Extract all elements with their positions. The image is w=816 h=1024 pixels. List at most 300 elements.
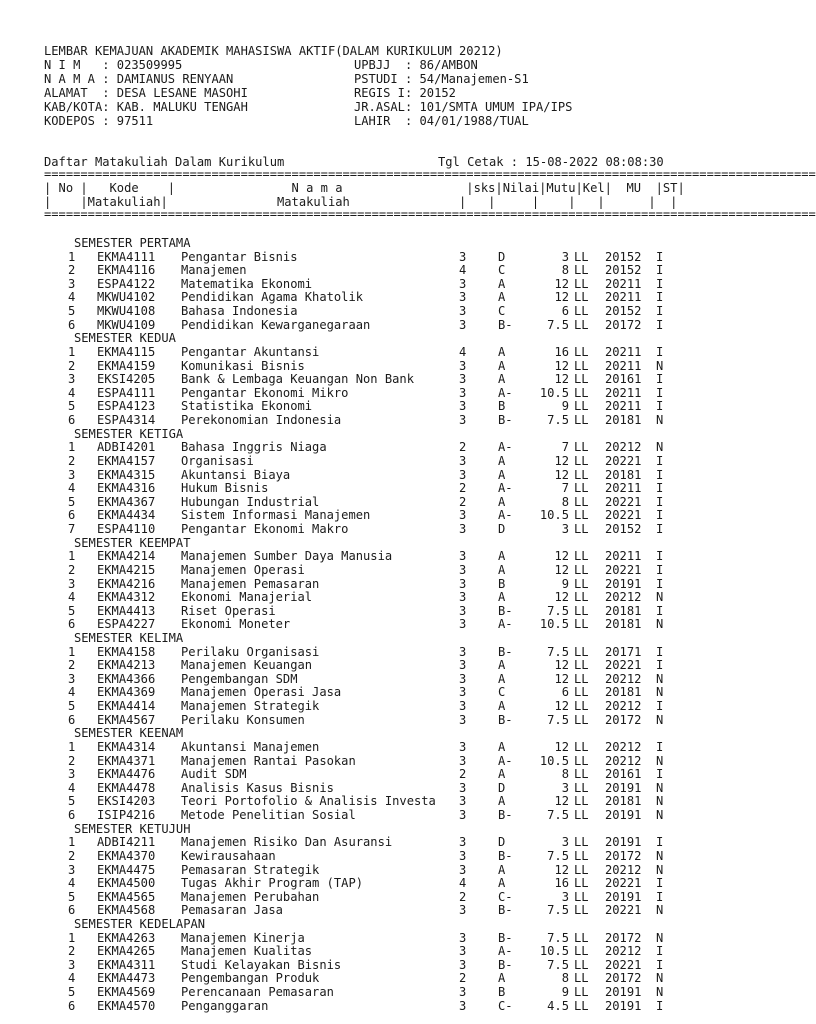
course-code: ESPA4123 (97, 399, 156, 414)
course-name: Manajemen Operasi (181, 562, 305, 577)
semester-heading: SEMESTER KELIMA (74, 630, 184, 645)
row-number: 1 (68, 739, 76, 754)
status: I (656, 603, 664, 618)
status: I (656, 944, 664, 959)
group: LL (574, 876, 589, 891)
semester-heading: SEMESTER KETIGA (74, 426, 184, 441)
quality-points: 3 (561, 835, 569, 850)
term: 20211 (605, 385, 642, 400)
row-number: 3 (68, 957, 76, 972)
term: 20212 (605, 753, 642, 768)
quality-points: 7.5 (547, 903, 569, 918)
term: 20212 (605, 944, 642, 959)
group: LL (574, 889, 589, 904)
status: I (656, 576, 664, 591)
grade: A (498, 358, 506, 373)
term: 20172 (605, 971, 642, 986)
course-name: Manajemen Strategik (181, 699, 320, 714)
row-number: 2 (68, 848, 76, 863)
status: N (656, 862, 664, 877)
group: LL (574, 903, 589, 918)
status: N (656, 971, 664, 986)
course-code: EKMA4214 (97, 549, 156, 564)
term: 20161 (605, 767, 642, 782)
credits: 4 (459, 344, 467, 359)
status: I (656, 249, 664, 264)
course-code: EKMA4316 (97, 481, 156, 496)
quality-points: 16 (554, 876, 569, 891)
row-number: 5 (68, 889, 76, 904)
upbjj-field: UPBJJ : 86/AMBON (354, 58, 478, 72)
row-number: 5 (68, 794, 76, 809)
row-number: 4 (68, 876, 76, 891)
course-code: EKMA4312 (97, 590, 156, 605)
course-name: Pendidikan Agama Khatolik (181, 290, 364, 305)
course-code: EKMA4116 (97, 263, 156, 278)
group: LL (574, 971, 589, 986)
grade: A (498, 344, 506, 359)
credits: 3 (459, 739, 467, 754)
row-number: 2 (68, 658, 76, 673)
quality-points: 7.5 (547, 712, 569, 727)
grade: D (498, 522, 506, 537)
row-number: 5 (68, 304, 76, 319)
grade: A (498, 862, 506, 877)
course-name: Pengantar Ekonomi Makro (181, 522, 349, 537)
group: LL (574, 249, 589, 264)
header-rule-top: ========================================================================================================== (44, 167, 816, 181)
status: I (656, 372, 664, 387)
group: LL (574, 290, 589, 305)
group: LL (574, 494, 589, 509)
quality-points: 8 (561, 494, 569, 509)
row-number: 2 (68, 944, 76, 959)
quality-points: 3 (561, 249, 569, 264)
term: 20172 (605, 848, 642, 863)
group: LL (574, 998, 589, 1013)
course-name: Pengembangan SDM (181, 671, 298, 686)
quality-points: 7.5 (547, 808, 569, 823)
quality-points: 12 (554, 453, 569, 468)
credits: 3 (459, 658, 467, 673)
term: 20212 (605, 440, 642, 455)
course-name: Pemasaran Jasa (181, 903, 283, 918)
district-field: KAB/KOTA: KAB. MALUKU TENGAH (44, 100, 248, 114)
course-name: Statistika Ekonomi (181, 399, 313, 414)
term: 20211 (605, 358, 642, 373)
credits: 3 (459, 522, 467, 537)
group: LL (574, 794, 589, 809)
status: N (656, 903, 664, 918)
grade: A (498, 876, 506, 891)
quality-points: 12 (554, 372, 569, 387)
course-name: Perilaku Organisasi (181, 644, 320, 659)
row-number: 6 (68, 617, 76, 632)
grade: A (498, 671, 506, 686)
credits: 3 (459, 780, 467, 795)
credits: 3 (459, 453, 467, 468)
course-code: EKMA4366 (97, 671, 156, 686)
status: I (656, 508, 664, 523)
name-field: N A M A : DAMIANUS RENYAAN (44, 72, 234, 86)
credits: 3 (459, 835, 467, 850)
credits: 3 (459, 808, 467, 823)
row-number: 1 (68, 644, 76, 659)
course-name: Pengantar Bisnis (181, 249, 298, 264)
quality-points: 6 (561, 304, 569, 319)
group: LL (574, 304, 589, 319)
row-number: 3 (68, 576, 76, 591)
semester-heading: SEMESTER KEEMPAT (74, 535, 191, 550)
table-header-line-1: | No | Kode | N a m a |sks|Nilai|Mutu|Kel| MU |ST| (44, 181, 685, 195)
quality-points: 12 (554, 739, 569, 754)
row-number: 3 (68, 372, 76, 387)
group: LL (574, 372, 589, 387)
credits: 3 (459, 998, 467, 1013)
term: 20152 (605, 249, 642, 264)
group: LL (574, 712, 589, 727)
quality-points: 7.5 (547, 317, 569, 332)
grade: B (498, 576, 506, 591)
term: 20211 (605, 481, 642, 496)
row-number: 5 (68, 399, 76, 414)
course-name: Manajemen Rantai Pasokan (181, 753, 356, 768)
course-name: Sistem Informasi Manajemen (181, 508, 371, 523)
row-number: 2 (68, 453, 76, 468)
term: 20221 (605, 562, 642, 577)
grade: A (498, 494, 506, 509)
credits: 3 (459, 372, 467, 387)
row-number: 4 (68, 780, 76, 795)
term: 20211 (605, 290, 642, 305)
grade: A (498, 739, 506, 754)
course-name: Metode Penelitian Sosial (181, 808, 356, 823)
course-name: Perencanaan Pemasaran (181, 985, 334, 1000)
grade: C (498, 263, 506, 278)
status: I (656, 835, 664, 850)
list-title: Daftar Matakuliah Dalam Kurikulum (44, 155, 285, 169)
status: I (656, 549, 664, 564)
status: N (656, 930, 664, 945)
course-code: EKMA4311 (97, 957, 156, 972)
row-number: 6 (68, 903, 76, 918)
quality-points: 12 (554, 862, 569, 877)
status: N (656, 685, 664, 700)
quality-points: 12 (554, 794, 569, 809)
credits: 2 (459, 767, 467, 782)
credits: 2 (459, 440, 467, 455)
status: I (656, 644, 664, 659)
status: I (656, 767, 664, 782)
quality-points: 10.5 (539, 617, 569, 632)
quality-points: 10.5 (539, 385, 569, 400)
course-code: ESPA4122 (97, 276, 156, 291)
row-number: 3 (68, 862, 76, 877)
group: LL (574, 276, 589, 291)
group: LL (574, 385, 589, 400)
status: I (656, 467, 664, 482)
status: N (656, 794, 664, 809)
credits: 3 (459, 413, 467, 428)
row-number: 4 (68, 590, 76, 605)
credits: 4 (459, 876, 467, 891)
course-code: EKMA4370 (97, 848, 156, 863)
group: LL (574, 522, 589, 537)
grade: A- (498, 508, 513, 523)
term: 20172 (605, 930, 642, 945)
status: N (656, 848, 664, 863)
course-code: EKMA4567 (97, 712, 156, 727)
group: LL (574, 576, 589, 591)
status: I (656, 562, 664, 577)
row-number: 1 (68, 835, 76, 850)
term: 20191 (605, 998, 642, 1013)
row-number: 1 (68, 249, 76, 264)
credits: 2 (459, 494, 467, 509)
credits: 3 (459, 467, 467, 482)
term: 20181 (605, 617, 642, 632)
group: LL (574, 467, 589, 482)
course-name: Tugas Akhir Program (TAP) (181, 876, 364, 891)
row-number: 3 (68, 671, 76, 686)
course-name: Komunikasi Bisnis (181, 358, 305, 373)
grade: A (498, 971, 506, 986)
group: LL (574, 358, 589, 373)
course-code: EKMA4157 (97, 453, 156, 468)
group: LL (574, 562, 589, 577)
grade: B (498, 985, 506, 1000)
group: LL (574, 644, 589, 659)
grade: B- (498, 317, 513, 332)
course-code: EKMA4369 (97, 685, 156, 700)
course-name: Manajemen Risiko Dan Asuransi (181, 835, 393, 850)
status: I (656, 739, 664, 754)
semester-heading: SEMESTER KEDELAPAN (74, 917, 206, 931)
status: I (656, 344, 664, 359)
term: 20181 (605, 413, 642, 428)
course-name: Manajemen Pemasaran (181, 576, 320, 591)
status: I (656, 263, 664, 278)
credits: 3 (459, 685, 467, 700)
quality-points: 12 (554, 290, 569, 305)
status: I (656, 522, 664, 537)
course-code: EKMA4158 (97, 644, 156, 659)
group: LL (574, 658, 589, 673)
quality-points: 9 (561, 985, 569, 1000)
grade: B- (498, 712, 513, 727)
quality-points: 10.5 (539, 508, 569, 523)
course-code: EKMA4473 (97, 971, 156, 986)
term: 20191 (605, 985, 642, 1000)
course-name: Ekonomi Moneter (181, 617, 291, 632)
course-name: Akuntansi Biaya (181, 467, 291, 482)
row-number: 3 (68, 767, 76, 782)
term: 20212 (605, 699, 642, 714)
term: 20211 (605, 344, 642, 359)
status: I (656, 481, 664, 496)
status: I (656, 876, 664, 891)
term: 20181 (605, 794, 642, 809)
credits: 3 (459, 290, 467, 305)
group: LL (574, 440, 589, 455)
row-number: 5 (68, 699, 76, 714)
grade: A- (498, 753, 513, 768)
group: LL (574, 780, 589, 795)
credits: 3 (459, 317, 467, 332)
course-name: Akuntansi Manajemen (181, 739, 320, 754)
grade: C (498, 685, 506, 700)
course-code: EKMA4413 (97, 603, 156, 618)
grade: A (498, 562, 506, 577)
course-code: EKMA4215 (97, 562, 156, 577)
grade: A- (498, 385, 513, 400)
grade: B (498, 399, 506, 414)
group: LL (574, 944, 589, 959)
group: LL (574, 617, 589, 632)
grade: B- (498, 957, 513, 972)
course-code: EKMA4111 (97, 249, 156, 264)
grade: D (498, 249, 506, 264)
group: LL (574, 453, 589, 468)
row-number: 1 (68, 549, 76, 564)
credits: 3 (459, 603, 467, 618)
credits: 3 (459, 617, 467, 632)
study-program-field: PSTUDI : 54/Manajemen-S1 (354, 72, 529, 86)
grade: C- (498, 998, 513, 1013)
semester-heading: SEMESTER KEDUA (74, 331, 176, 346)
group: LL (574, 767, 589, 782)
status: I (656, 889, 664, 904)
group: LL (574, 481, 589, 496)
row-number: 3 (68, 467, 76, 482)
course-name: Audit SDM (181, 767, 247, 782)
school-origin-field: JR.ASAL: 101/SMTA UMUM IPA/IPS (354, 100, 573, 114)
course-code: ESPA4227 (97, 617, 156, 632)
term: 20152 (605, 263, 642, 278)
quality-points: 4.5 (547, 998, 569, 1013)
status: N (656, 617, 664, 632)
row-number: 2 (68, 753, 76, 768)
semester-heading: SEMESTER PERTAMA (74, 236, 191, 250)
row-number: 6 (68, 712, 76, 727)
course-name: Pendidikan Kewarganegaraan (181, 317, 371, 332)
course-code: EKMA4570 (97, 998, 156, 1013)
status: N (656, 358, 664, 373)
course-code: ESPA4111 (97, 385, 156, 400)
group: LL (574, 603, 589, 618)
quality-points: 8 (561, 971, 569, 986)
quality-points: 12 (554, 671, 569, 686)
nim-field: N I M : 023509995 (44, 58, 183, 72)
course-code: EKMA4115 (97, 344, 156, 359)
credits: 3 (459, 562, 467, 577)
grade: B- (498, 903, 513, 918)
group: LL (574, 808, 589, 823)
grade: B- (498, 808, 513, 823)
course-name: Bahasa Inggris Niaga (181, 440, 327, 455)
course-code: ADBI4201 (97, 440, 156, 455)
course-code: EKMA4314 (97, 739, 156, 754)
course-name: Perilaku Konsumen (181, 712, 305, 727)
grade: A (498, 767, 506, 782)
quality-points: 8 (561, 263, 569, 278)
group: LL (574, 835, 589, 850)
course-code: EKMA4414 (97, 699, 156, 714)
course-name: Matematika Ekonomi (181, 276, 313, 291)
credits: 3 (459, 944, 467, 959)
term: 20181 (605, 467, 642, 482)
course-code: EKMA4159 (97, 358, 156, 373)
quality-points: 7.5 (547, 930, 569, 945)
header-rule-bottom: ========================================================================================================== (44, 207, 816, 221)
quality-points: 9 (561, 399, 569, 414)
course-name: Pengembangan Produk (181, 971, 320, 986)
grade: A- (498, 481, 513, 496)
status: I (656, 304, 664, 319)
course-code: EKMA4475 (97, 862, 156, 877)
course-code: MKWU4108 (97, 304, 156, 319)
group: LL (574, 739, 589, 754)
course-code: EKSI4205 (97, 372, 156, 387)
course-name: Manajemen Kualitas (181, 944, 313, 959)
credits: 2 (459, 971, 467, 986)
credits: 3 (459, 385, 467, 400)
group: LL (574, 317, 589, 332)
credits: 3 (459, 957, 467, 972)
grade: D (498, 780, 506, 795)
course-code: ISIP4216 (97, 808, 156, 823)
quality-points: 9 (561, 576, 569, 591)
group: LL (574, 848, 589, 863)
credits: 3 (459, 794, 467, 809)
course-name: Teori Portofolio & Analisis Investa (181, 794, 436, 809)
term: 20191 (605, 576, 642, 591)
credits: 2 (459, 481, 467, 496)
course-code: EKMA4213 (97, 658, 156, 673)
quality-points: 12 (554, 590, 569, 605)
course-name: Riset Operasi (181, 603, 276, 618)
status: I (656, 494, 664, 509)
grade: D (498, 835, 506, 850)
row-number: 4 (68, 685, 76, 700)
status: N (656, 808, 664, 823)
course-code: EKMA4476 (97, 767, 156, 782)
quality-points: 16 (554, 344, 569, 359)
term: 20191 (605, 835, 642, 850)
group: LL (574, 930, 589, 945)
term: 20152 (605, 522, 642, 537)
row-number: 6 (68, 808, 76, 823)
credits: 3 (459, 848, 467, 863)
postcode-field: KODEPOS : 97511 (44, 114, 154, 128)
status: I (656, 658, 664, 673)
course-code: EKMA4216 (97, 576, 156, 591)
group: LL (574, 671, 589, 686)
quality-points: 3 (561, 780, 569, 795)
course-name: Manajemen (181, 263, 247, 278)
grade: A (498, 467, 506, 482)
term: 20191 (605, 889, 642, 904)
term: 20181 (605, 685, 642, 700)
grade: A (498, 453, 506, 468)
semester-heading: SEMESTER KETUJUH (74, 821, 191, 836)
grade: A (498, 290, 506, 305)
grade: A- (498, 944, 513, 959)
term: 20172 (605, 317, 642, 332)
course-code: EKMA4568 (97, 903, 156, 918)
course-name: Kewirausahaan (181, 848, 276, 863)
grade: A (498, 699, 506, 714)
